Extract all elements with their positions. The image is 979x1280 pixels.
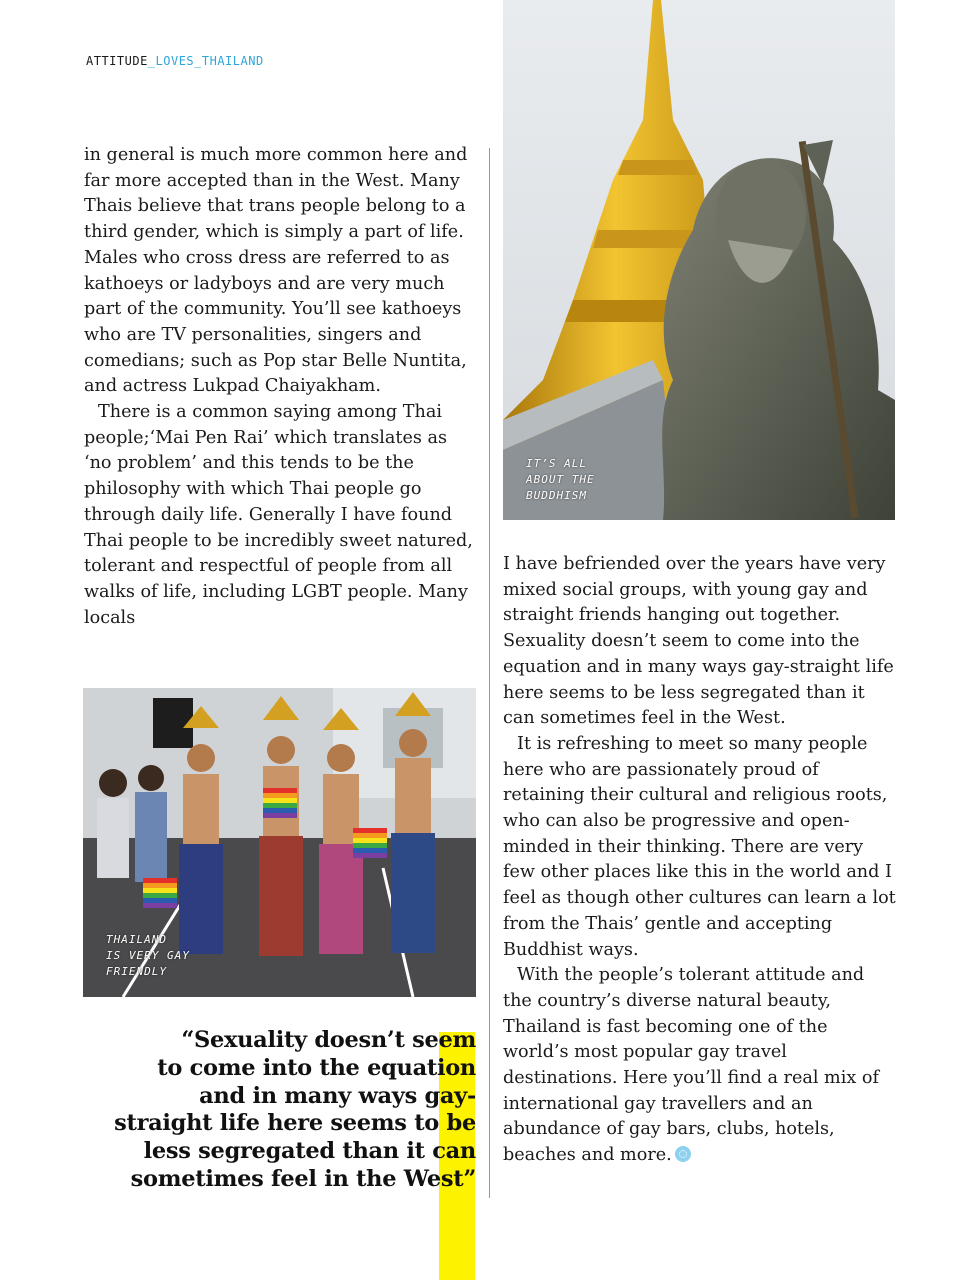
parade-photo-caption: THAILAND IS VERY GAY FRIENDLY — [106, 933, 190, 978]
pullquote-line: and in many ways gay- — [199, 1082, 476, 1109]
header-brand: ATTITUDE — [86, 54, 148, 68]
temple-photo-caption: IT’S ALL ABOUT THE BUDDHISM — [526, 457, 595, 502]
header-section: _LOVES_THAILAND — [147, 54, 264, 68]
pullquote — [84, 1027, 476, 1194]
temple-guardian-photo — [503, 0, 895, 520]
right-paragraph-3 — [503, 963, 898, 1169]
pullquote-line: less segregated than it can — [143, 1138, 476, 1165]
article-end-icon — [675, 1146, 691, 1162]
left-paragraph-1: in general is much more common here and far more accepted than in the West. Many Thais believe that trans people belong to a third gender, which is simply a part of life. Males who cross dress are referred to as kathoeys or ladyboys and are very much part of the community. You’ll see kathoeys who are TV personalities, singers and comedians; such as Pop star Belle Nuntita, and actress Lukpad Chaiyakham. — [84, 145, 468, 397]
right-column — [503, 552, 898, 1169]
pullquote-line: straight life here seems to be — [114, 1110, 476, 1137]
left-column — [84, 143, 479, 631]
column-divider — [489, 148, 490, 1198]
pullquote-line: sometimes feel in the West” — [130, 1165, 476, 1192]
temple-photo-illustration — [503, 0, 895, 520]
pullquote-line: to come into the equation — [157, 1054, 476, 1081]
page-header — [86, 54, 264, 68]
right-paragraph-1: I have befriended over the years have very mixed social groups, with young gay and straight friends hanging out together. Sexuality doesn’t seem to come into the equation and in many ways gay-straight life here seems to be less segregated than it can sometimes feel in the West. — [503, 554, 894, 729]
pullquote-line: “Sexuality doesn’t seem — [181, 1027, 476, 1053]
right-paragraph-3-text: With the people’s tolerant attitude and the country’s diverse natural beauty, Thailand is fast becoming one of the world’s most popular gay travel destinations. Here you’ll find a real mix of international gay travellers and an abundance of gay bars, clubs, hotels, beaches and more. — [503, 965, 879, 1166]
right-paragraph-2: It is refreshing to meet so many people here who are passionately proud of retaining their cultural and religious roots, who can also be progressive and open-minded in their thinking. There are very few other places like this in the world and I feel as though other cultures can learn a lot from the Thais’ gentle and accepting Buddhist ways. — [503, 733, 896, 960]
left-paragraph-2: There is a common saying among Thai people;‘Mai Pen Rai’ which translates as ‘no problem’ and this tends to be the philosophy with which Thai people go through daily life. Generally I have found Thai people to be incredibly sweet natured, tolerant and respectful of people from all walks of life, including LGBT people. Many locals — [84, 402, 473, 628]
